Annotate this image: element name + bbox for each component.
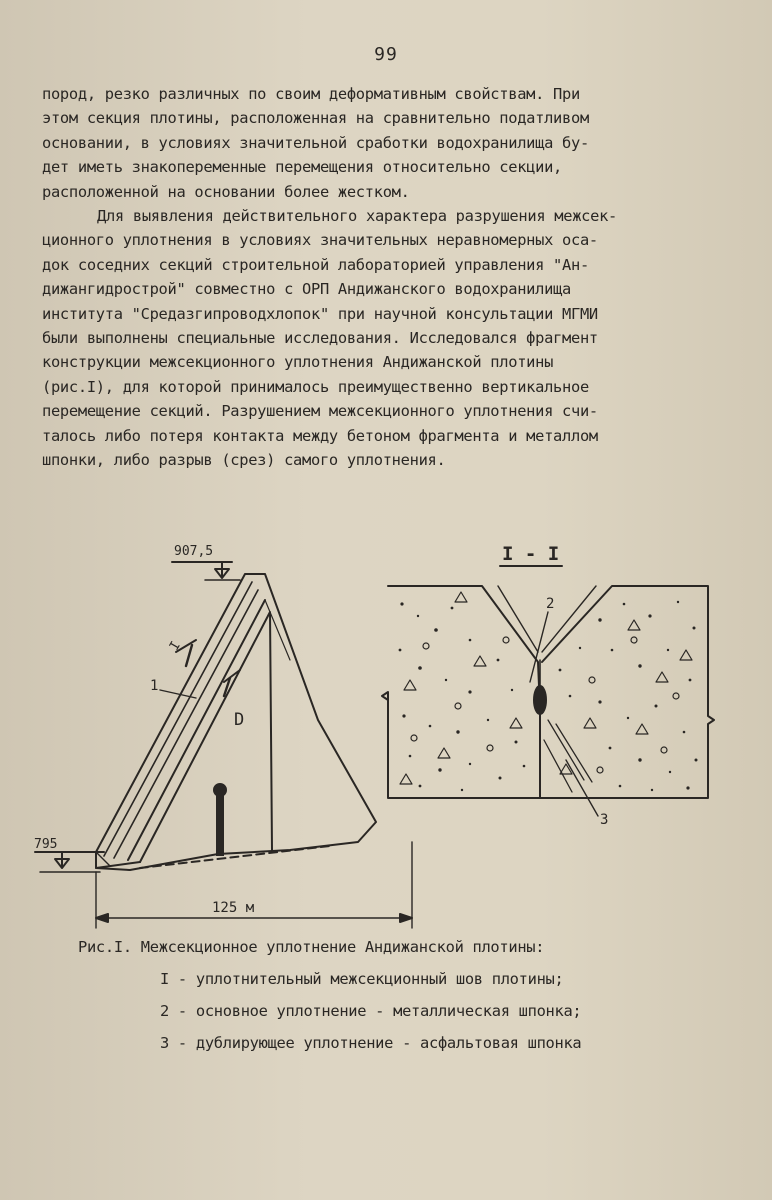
page-number: 99 <box>374 44 398 65</box>
caption-title: Рис.I. Межсекционное уплотнение Андижанской плотины: <box>78 938 545 956</box>
paragraph-2-line: конструкции межсекционного уплотнения Андижанской плотины <box>42 353 554 372</box>
callout-2-label: 2 <box>546 596 555 612</box>
paragraph-1-line: основании, в условиях значительной сработки водохранилища бу- <box>42 133 589 152</box>
section-i-i-drawing <box>382 543 714 828</box>
paragraph-1-line: этом секция плотины, расположенная на сравнительно податливом <box>42 109 589 128</box>
elevation-bottom-label: 795 <box>34 837 58 852</box>
paragraph-2-line: ционного уплотнения в условиях значительных неравномерных оса- <box>42 231 598 250</box>
paragraph-2-line: института "Средазгипроводхлопок" при научной консультации МГМИ <box>42 304 598 323</box>
paragraph-2-line: были выполнены специальные исследования. Исследовался фрагмент <box>42 329 598 348</box>
paragraph-2-line: (рис.I), для которой принималось преимущественно вертикальное <box>42 377 589 396</box>
paragraph-2-line: шпонки, либо разрыв (срез) самого уплотнения. <box>42 451 446 470</box>
paragraph-1-line: пород, резко различных по своим деформативным свойствам. При <box>42 85 580 103</box>
paragraph-2-line: дижангидрострой" совместно с ОРП Андижанского водохранилища <box>42 280 571 299</box>
dam-section-drawing <box>34 544 412 928</box>
figure-caption <box>78 932 758 1058</box>
callout-3-label: 3 <box>600 812 609 828</box>
paragraph-2-line: талось либо потеря контакта между бетоном фрагмента и металлом <box>42 426 598 445</box>
paragraph-2-line: док соседних секций строительной лабораторией управления "Ан- <box>42 255 589 274</box>
figure-drawing <box>0 520 772 940</box>
paragraph-1-line: расположенной на основании более жестком. <box>42 182 410 201</box>
callout-1-label: 1 <box>150 678 159 694</box>
section-title: I - I <box>502 543 560 565</box>
caption-legend-item: I - уплотнительный межсекционный шов плотины; <box>160 970 564 988</box>
elevation-top-label: 907,5 <box>174 544 214 559</box>
gallery-label: D <box>234 710 245 730</box>
paragraph-2-line: Для выявления действительного характера разрушения межсек- <box>97 207 618 226</box>
figure-dam-seal <box>0 520 772 940</box>
caption-legend-item: 3 - дублирующее уплотнение - асфальтовая шпонка <box>160 1034 582 1052</box>
paragraph-1-line: дет иметь знакопеременные перемещения относительно секции, <box>42 158 563 177</box>
caption-legend-item: 2 - основное уплотнение - металлическая шпонка; <box>160 1002 582 1020</box>
paragraph-2-line: перемещение секций. Разрушением межсекционного уплотнения счи- <box>42 402 598 421</box>
base-width-label: 125 м <box>212 900 255 916</box>
body-text <box>42 82 732 473</box>
section-cut-marker: I <box>166 638 184 654</box>
